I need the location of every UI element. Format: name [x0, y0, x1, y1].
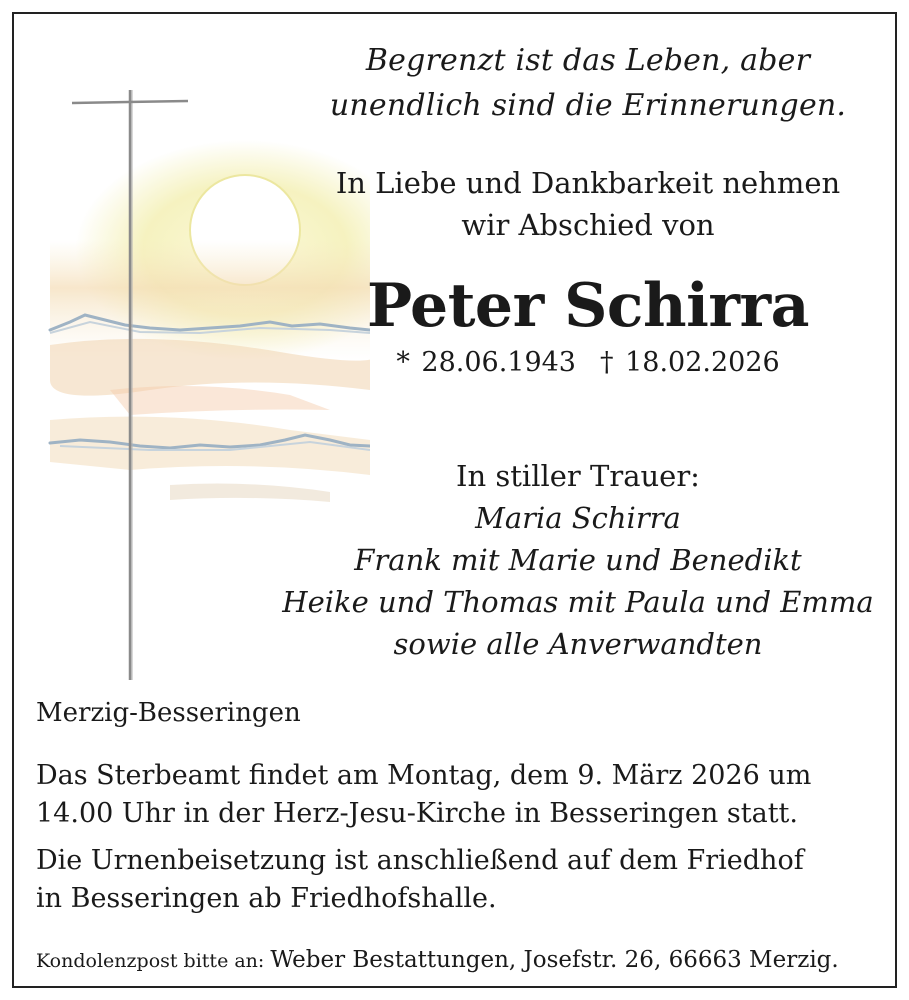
- condolence-prefix: Kondolenzpost bitte an:: [36, 950, 265, 972]
- mourner-line: Maria Schirra: [475, 501, 681, 535]
- life-dates: [318, 342, 858, 384]
- quote-line-2: unendlich sind die Erinnerungen.: [329, 88, 847, 123]
- service-line-1: Das Sterbeamt findet am Montag, dem 9. März 2026 um: [36, 760, 812, 791]
- deceased-name: Peter Schirra: [367, 271, 809, 341]
- cross-horizontal: [72, 101, 188, 103]
- birth-date: * 28.06.1943: [396, 347, 576, 378]
- condolence-recipient: Weber Bestattungen, Josefstr. 26, 66663 Merzig.: [270, 947, 839, 973]
- urn-burial-notice: [36, 842, 866, 918]
- intro-line-1: In Liebe und Dankbarkeit nehmen: [335, 166, 841, 200]
- intro-line-2: wir Abschied von: [461, 208, 715, 242]
- farewell-intro: [318, 162, 858, 246]
- memorial-quote: [318, 38, 858, 128]
- mourner-line: Frank mit Marie und Benedikt: [354, 543, 802, 577]
- mourner-line: Heike und Thomas mit Paula und Emma: [282, 585, 874, 619]
- burial-line-1: Die Urnenbeisetzung ist anschließend auf dem Friedhof: [36, 845, 804, 876]
- mourners-label: In stiller Trauer:: [456, 459, 700, 493]
- service-line-2: 14.00 Uhr in der Herz-Jesu-Kirche in Besseringen statt.: [36, 798, 798, 829]
- death-date: † 18.02.2026: [600, 347, 780, 378]
- mourners-block: [268, 455, 888, 665]
- place-name: Merzig-Besseringen: [36, 698, 301, 728]
- funeral-service-notice: [36, 757, 866, 833]
- haze-band-2: [110, 386, 330, 415]
- condolence-address: [36, 946, 896, 975]
- quote-line-1: Begrenzt ist das Leben, aber: [365, 43, 811, 78]
- mourner-line: sowie alle Anverwandten: [393, 627, 763, 661]
- burial-line-2: in Besseringen ab Friedhofshalle.: [36, 883, 497, 914]
